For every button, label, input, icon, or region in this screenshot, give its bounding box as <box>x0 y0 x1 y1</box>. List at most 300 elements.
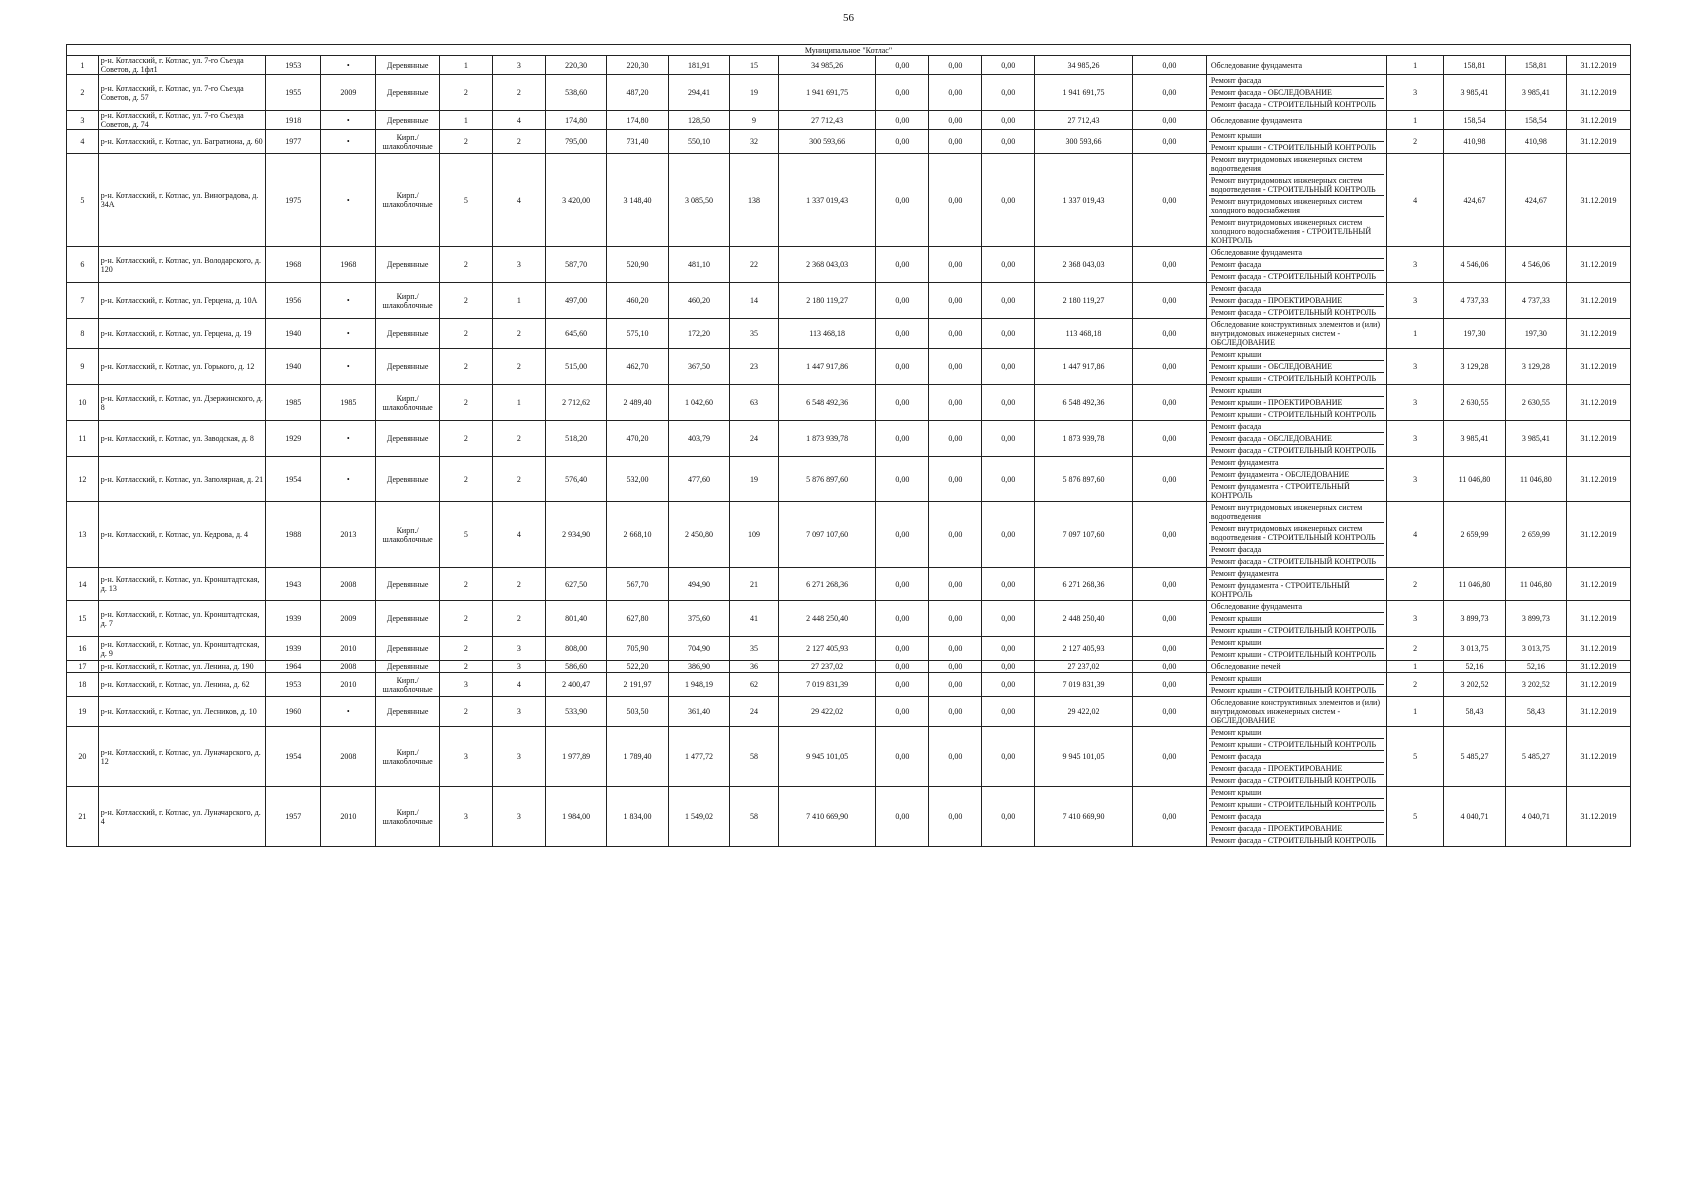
owners-funds: 34 985,26 <box>1035 56 1132 75</box>
build-year: 1918 <box>266 111 321 130</box>
build-year: 1985 <box>266 385 321 421</box>
fund-4: 0,00 <box>1132 283 1206 319</box>
unit-cost: 197,30 <box>1444 319 1505 349</box>
works-list <box>1206 568 1386 601</box>
work-item: Обследование печей <box>1210 662 1281 671</box>
works-list <box>1206 727 1386 787</box>
work-item: Ремонт фасада - ПРОЕКТИРОВАНИЕ <box>1209 763 1384 775</box>
wall-material: Кирп./шлакоблочные <box>376 385 440 421</box>
entrances-count: 2 <box>492 421 545 457</box>
wall-material: Деревянные <box>376 697 440 727</box>
unit-cost: 158,54 <box>1444 111 1505 130</box>
address: р-н. Котласский, г. Котлас, ул. Кронштадтская, д. 7 <box>98 601 265 637</box>
fund-1: 0,00 <box>876 319 929 349</box>
entrances-count: 3 <box>492 637 545 661</box>
floors-count: 2 <box>439 75 492 111</box>
table-row <box>67 349 1631 385</box>
residential-area: 294,41 <box>668 75 729 111</box>
fund-4: 0,00 <box>1132 502 1206 568</box>
row-number: 17 <box>67 661 99 673</box>
fund-1: 0,00 <box>876 111 929 130</box>
address: р-н. Котласский, г. Котлас, ул. Луначарского, д. 4 <box>98 787 265 847</box>
residential-area: 704,90 <box>668 637 729 661</box>
works-list <box>1206 787 1386 847</box>
work-item: Ремонт крыши - СТРОИТЕЛЬНЫЙ КОНТРОЛЬ <box>1210 686 1377 695</box>
deadline: 31.12.2019 <box>1567 154 1631 247</box>
fund-3: 0,00 <box>982 349 1035 385</box>
row-number: 6 <box>67 247 99 283</box>
works-count: 1 <box>1387 319 1444 349</box>
work-item: Ремонт крыши - СТРОИТЕЛЬНЫЙ КОНТРОЛЬ <box>1210 143 1377 152</box>
address: р-н. Котласский, г. Котлас, ул. Заполярная, д. 21 <box>98 457 265 502</box>
wall-material: Деревянные <box>376 111 440 130</box>
wall-material: Деревянные <box>376 319 440 349</box>
works-count: 5 <box>1387 727 1444 787</box>
unit-cost: 5 485,27 <box>1444 727 1505 787</box>
unit-cost-limit: 424,67 <box>1505 154 1566 247</box>
unit-cost-limit: 4 040,71 <box>1505 787 1566 847</box>
total-area: 645,60 <box>545 319 606 349</box>
entrances-count: 3 <box>492 661 545 673</box>
deadline: 31.12.2019 <box>1567 385 1631 421</box>
wall-material: Деревянные <box>376 349 440 385</box>
deadline: 31.12.2019 <box>1567 283 1631 319</box>
work-item: Ремонт внутридомовых инженерных систем водоотведения <box>1209 502 1384 523</box>
work-item: Ремонт крыши - СТРОИТЕЛЬНЫЙ КОНТРОЛЬ <box>1209 799 1384 811</box>
address: р-н. Котласский, г. Котлас, ул. Кронштадтская, д. 9 <box>98 637 265 661</box>
work-item: Ремонт фасада <box>1209 259 1384 271</box>
fund-1: 0,00 <box>876 385 929 421</box>
unit-cost-limit: 197,30 <box>1505 319 1566 349</box>
build-year: 1954 <box>266 457 321 502</box>
owners-funds: 1 447 917,86 <box>1035 349 1132 385</box>
table-row <box>67 319 1631 349</box>
residents-count: 21 <box>730 568 779 601</box>
fund-4: 0,00 <box>1132 349 1206 385</box>
residential-area: 375,60 <box>668 601 729 637</box>
total-cost: 1 447 917,86 <box>778 349 875 385</box>
overhaul-year: 2008 <box>321 661 376 673</box>
fund-3: 0,00 <box>982 457 1035 502</box>
overhaul-year: 2013 <box>321 502 376 568</box>
works-list <box>1206 154 1386 247</box>
total-area: 533,90 <box>545 697 606 727</box>
residents-count: 138 <box>730 154 779 247</box>
premises-area: 220,30 <box>607 56 668 75</box>
fund-3: 0,00 <box>982 787 1035 847</box>
unit-cost-limit: 4 546,06 <box>1505 247 1566 283</box>
work-item: Ремонт внутридомовых инженерных систем водоотведения - СТРОИТЕЛЬНЫЙ КОНТРОЛЬ <box>1209 175 1384 196</box>
table-row <box>67 385 1631 421</box>
table-row <box>67 697 1631 727</box>
work-item: Обследование конструктивных элементов и (или) внутридомовых инженерных систем - ОБСЛЕДОВАНИЕ <box>1210 320 1380 347</box>
residents-count: 35 <box>730 319 779 349</box>
wall-material: Кирп./шлакоблочные <box>376 283 440 319</box>
works-list <box>1206 75 1386 111</box>
unit-cost-limit: 52,16 <box>1505 661 1566 673</box>
fund-1: 0,00 <box>876 697 929 727</box>
entrances-count: 4 <box>492 154 545 247</box>
works-list <box>1206 319 1386 349</box>
total-cost: 7 097 107,60 <box>778 502 875 568</box>
work-item: Ремонт фасада <box>1209 751 1384 763</box>
build-year: 1968 <box>266 247 321 283</box>
work-item: Обследование фундамента <box>1210 115 1303 125</box>
works-count: 1 <box>1387 697 1444 727</box>
residents-count: 36 <box>730 661 779 673</box>
owners-funds: 1 337 019,43 <box>1035 154 1132 247</box>
fund-4: 0,00 <box>1132 568 1206 601</box>
fund-4: 0,00 <box>1132 637 1206 661</box>
entrances-count: 2 <box>492 130 545 154</box>
work-item: Ремонт фундамента - СТРОИТЕЛЬНЫЙ КОНТРОЛЬ <box>1210 581 1350 599</box>
build-year: 1929 <box>266 421 321 457</box>
total-cost: 6 271 268,36 <box>778 568 875 601</box>
work-item: Ремонт фасада - СТРОИТЕЛЬНЫЙ КОНТРОЛЬ <box>1210 557 1376 566</box>
works-count: 3 <box>1387 283 1444 319</box>
overhaul-year: • <box>321 130 376 154</box>
table-row <box>67 601 1631 637</box>
entrances-count: 2 <box>492 319 545 349</box>
deadline: 31.12.2019 <box>1567 75 1631 111</box>
deadline: 31.12.2019 <box>1567 568 1631 601</box>
fund-1: 0,00 <box>876 457 929 502</box>
entrances-count: 3 <box>492 56 545 75</box>
work-item: Ремонт фасада - СТРОИТЕЛЬНЫЙ КОНТРОЛЬ <box>1210 446 1376 455</box>
residential-area: 172,20 <box>668 319 729 349</box>
table-row <box>67 661 1631 673</box>
fund-3: 0,00 <box>982 421 1035 457</box>
fund-4: 0,00 <box>1132 247 1206 283</box>
works-list <box>1206 502 1386 568</box>
table-row <box>67 247 1631 283</box>
fund-2: 0,00 <box>929 787 982 847</box>
work-item: Ремонт крыши <box>1209 787 1384 799</box>
wall-material: Деревянные <box>376 421 440 457</box>
work-item: Ремонт внутридомовых инженерных систем водоотведения <box>1209 154 1384 175</box>
fund-2: 0,00 <box>929 385 982 421</box>
total-area: 518,20 <box>545 421 606 457</box>
unit-cost-limit: 3 013,75 <box>1505 637 1566 661</box>
residential-area: 481,10 <box>668 247 729 283</box>
address: р-н. Котласский, г. Котлас, ул. Ленина, д. 62 <box>98 673 265 697</box>
wall-material: Кирп./шлакоблочные <box>376 727 440 787</box>
row-number: 2 <box>67 75 99 111</box>
total-cost: 6 548 492,36 <box>778 385 875 421</box>
overhaul-year: • <box>321 283 376 319</box>
premises-area: 705,90 <box>607 637 668 661</box>
works-list <box>1206 457 1386 502</box>
fund-2: 0,00 <box>929 319 982 349</box>
fund-1: 0,00 <box>876 349 929 385</box>
address: р-н. Котласский, г. Котлас, ул. Герцена, д. 19 <box>98 319 265 349</box>
build-year: 1977 <box>266 130 321 154</box>
unit-cost: 3 129,28 <box>1444 349 1505 385</box>
overhaul-year: 2010 <box>321 637 376 661</box>
fund-2: 0,00 <box>929 421 982 457</box>
total-cost: 7 019 831,39 <box>778 673 875 697</box>
fund-1: 0,00 <box>876 421 929 457</box>
address: р-н. Котласский, г. Котлас, ул. Кедрова, д. 4 <box>98 502 265 568</box>
overhaul-year: 1968 <box>321 247 376 283</box>
fund-1: 0,00 <box>876 601 929 637</box>
fund-1: 0,00 <box>876 130 929 154</box>
work-item: Ремонт крыши - СТРОИТЕЛЬНЫЙ КОНТРОЛЬ <box>1209 739 1384 751</box>
residential-area: 361,40 <box>668 697 729 727</box>
fund-3: 0,00 <box>982 601 1035 637</box>
build-year: 1939 <box>266 601 321 637</box>
deadline: 31.12.2019 <box>1567 601 1631 637</box>
residents-count: 35 <box>730 637 779 661</box>
build-year: 1975 <box>266 154 321 247</box>
deadline: 31.12.2019 <box>1567 637 1631 661</box>
fund-2: 0,00 <box>929 111 982 130</box>
overhaul-year: 1985 <box>321 385 376 421</box>
deadline: 31.12.2019 <box>1567 130 1631 154</box>
build-year: 1953 <box>266 56 321 75</box>
fund-4: 0,00 <box>1132 457 1206 502</box>
deadline: 31.12.2019 <box>1567 111 1631 130</box>
unit-cost: 52,16 <box>1444 661 1505 673</box>
fund-3: 0,00 <box>982 75 1035 111</box>
address: р-н. Котласский, г. Котлас, ул. 7-го Съезда Советов, д. 57 <box>98 75 265 111</box>
fund-2: 0,00 <box>929 75 982 111</box>
unit-cost: 158,81 <box>1444 56 1505 75</box>
fund-2: 0,00 <box>929 154 982 247</box>
work-item: Ремонт фасада - СТРОИТЕЛЬНЫЙ КОНТРОЛЬ <box>1210 836 1376 845</box>
fund-4: 0,00 <box>1132 697 1206 727</box>
total-cost: 1 337 019,43 <box>778 154 875 247</box>
total-area: 538,60 <box>545 75 606 111</box>
works-count: 2 <box>1387 637 1444 661</box>
owners-funds: 300 593,66 <box>1035 130 1132 154</box>
entrances-count: 2 <box>492 568 545 601</box>
residents-count: 14 <box>730 283 779 319</box>
work-item: Ремонт фасада <box>1209 544 1384 556</box>
fund-3: 0,00 <box>982 727 1035 787</box>
fund-2: 0,00 <box>929 697 982 727</box>
floors-count: 5 <box>439 154 492 247</box>
fund-2: 0,00 <box>929 637 982 661</box>
deadline: 31.12.2019 <box>1567 247 1631 283</box>
fund-2: 0,00 <box>929 457 982 502</box>
unit-cost-limit: 3 202,52 <box>1505 673 1566 697</box>
premises-area: 503,50 <box>607 697 668 727</box>
work-item: Ремонт фасада - ОБСЛЕДОВАНИЕ <box>1209 87 1384 99</box>
entrances-count: 4 <box>492 673 545 697</box>
works-count: 3 <box>1387 385 1444 421</box>
total-cost: 1 941 691,75 <box>778 75 875 111</box>
total-cost: 27 712,43 <box>778 111 875 130</box>
fund-3: 0,00 <box>982 385 1035 421</box>
owners-funds: 7 097 107,60 <box>1035 502 1132 568</box>
floors-count: 2 <box>439 130 492 154</box>
fund-1: 0,00 <box>876 283 929 319</box>
entrances-count: 1 <box>492 283 545 319</box>
total-area: 795,00 <box>545 130 606 154</box>
unit-cost-limit: 410,98 <box>1505 130 1566 154</box>
unit-cost: 3 013,75 <box>1444 637 1505 661</box>
floors-count: 2 <box>439 601 492 637</box>
residents-count: 58 <box>730 727 779 787</box>
total-cost: 2 180 119,27 <box>778 283 875 319</box>
fund-4: 0,00 <box>1132 56 1206 75</box>
works-list <box>1206 601 1386 637</box>
build-year: 1956 <box>266 283 321 319</box>
floors-count: 1 <box>439 111 492 130</box>
fund-4: 0,00 <box>1132 111 1206 130</box>
work-item: Ремонт внутридомовых инженерных систем водоотведения - СТРОИТЕЛЬНЫЙ КОНТРОЛЬ <box>1209 523 1384 544</box>
row-number: 10 <box>67 385 99 421</box>
total-cost: 29 422,02 <box>778 697 875 727</box>
residents-count: 109 <box>730 502 779 568</box>
residential-area: 1 042,60 <box>668 385 729 421</box>
build-year: 1940 <box>266 319 321 349</box>
address: р-н. Котласский, г. Котлас, ул. 7-го Съезда Советов, д. 1фл1 <box>98 56 265 75</box>
deadline: 31.12.2019 <box>1567 661 1631 673</box>
fund-4: 0,00 <box>1132 385 1206 421</box>
fund-3: 0,00 <box>982 154 1035 247</box>
row-number: 12 <box>67 457 99 502</box>
address: р-н. Котласский, г. Котлас, ул. Ленина, д. 190 <box>98 661 265 673</box>
build-year: 1960 <box>266 697 321 727</box>
works-count: 1 <box>1387 56 1444 75</box>
total-area: 627,50 <box>545 568 606 601</box>
floors-count: 2 <box>439 421 492 457</box>
works-list <box>1206 130 1386 154</box>
residents-count: 58 <box>730 787 779 847</box>
floors-count: 2 <box>439 457 492 502</box>
total-cost: 2 127 405,93 <box>778 637 875 661</box>
entrances-count: 3 <box>492 247 545 283</box>
row-number: 19 <box>67 697 99 727</box>
fund-4: 0,00 <box>1132 154 1206 247</box>
total-cost: 2 368 043,03 <box>778 247 875 283</box>
fund-4: 0,00 <box>1132 130 1206 154</box>
fund-1: 0,00 <box>876 637 929 661</box>
total-area: 808,00 <box>545 637 606 661</box>
total-area: 576,40 <box>545 457 606 502</box>
work-item: Ремонт фасада - СТРОИТЕЛЬНЫЙ КОНТРОЛЬ <box>1210 776 1376 785</box>
residents-count: 15 <box>730 56 779 75</box>
entrances-count: 3 <box>492 787 545 847</box>
premises-area: 487,20 <box>607 75 668 111</box>
residents-count: 23 <box>730 349 779 385</box>
table-row <box>67 787 1631 847</box>
overhaul-year: • <box>321 154 376 247</box>
fund-3: 0,00 <box>982 697 1035 727</box>
fund-3: 0,00 <box>982 111 1035 130</box>
residents-count: 9 <box>730 111 779 130</box>
entrances-count: 2 <box>492 75 545 111</box>
floors-count: 3 <box>439 727 492 787</box>
unit-cost: 2 659,99 <box>1444 502 1505 568</box>
overhaul-year: 2008 <box>321 568 376 601</box>
works-count: 3 <box>1387 601 1444 637</box>
residents-count: 62 <box>730 673 779 697</box>
entrances-count: 2 <box>492 601 545 637</box>
works-list <box>1206 673 1386 697</box>
wall-material: Деревянные <box>376 247 440 283</box>
residential-area: 403,79 <box>668 421 729 457</box>
overhaul-year: • <box>321 697 376 727</box>
overhaul-year: • <box>321 457 376 502</box>
row-number: 7 <box>67 283 99 319</box>
works-count: 5 <box>1387 787 1444 847</box>
works-count: 3 <box>1387 75 1444 111</box>
floors-count: 2 <box>439 697 492 727</box>
work-item: Ремонт фасада <box>1209 421 1384 433</box>
floors-count: 2 <box>439 319 492 349</box>
floors-count: 2 <box>439 568 492 601</box>
owners-funds: 7 019 831,39 <box>1035 673 1132 697</box>
work-item: Ремонт крыши <box>1209 637 1384 649</box>
wall-material: Деревянные <box>376 661 440 673</box>
total-cost: 300 593,66 <box>778 130 875 154</box>
fund-4: 0,00 <box>1132 673 1206 697</box>
deadline: 31.12.2019 <box>1567 319 1631 349</box>
wall-material: Деревянные <box>376 568 440 601</box>
deadline: 31.12.2019 <box>1567 787 1631 847</box>
total-area: 3 420,00 <box>545 154 606 247</box>
work-item: Ремонт фасада - СТРОИТЕЛЬНЫЙ КОНТРОЛЬ <box>1210 100 1376 109</box>
total-cost: 1 873 939,78 <box>778 421 875 457</box>
residents-count: 63 <box>730 385 779 421</box>
premises-area: 174,80 <box>607 111 668 130</box>
overhaul-year: 2009 <box>321 75 376 111</box>
address: р-н. Котласский, г. Котлас, ул. Герцена, д. 10А <box>98 283 265 319</box>
deadline: 31.12.2019 <box>1567 697 1631 727</box>
owners-funds: 2 127 405,93 <box>1035 637 1132 661</box>
deadline: 31.12.2019 <box>1567 673 1631 697</box>
row-number: 15 <box>67 601 99 637</box>
build-year: 1953 <box>266 673 321 697</box>
residential-area: 1 549,02 <box>668 787 729 847</box>
table-row <box>67 421 1631 457</box>
entrances-count: 2 <box>492 349 545 385</box>
build-year: 1954 <box>266 727 321 787</box>
works-list <box>1206 385 1386 421</box>
overhaul-year: 2010 <box>321 673 376 697</box>
fund-1: 0,00 <box>876 787 929 847</box>
address: р-н. Котласский, г. Котлас, ул. Луначарского, д. 12 <box>98 727 265 787</box>
deadline: 31.12.2019 <box>1567 349 1631 385</box>
row-number: 21 <box>67 787 99 847</box>
work-item: Ремонт крыши <box>1209 385 1384 397</box>
total-cost: 113 468,18 <box>778 319 875 349</box>
residents-count: 22 <box>730 247 779 283</box>
floors-count: 2 <box>439 349 492 385</box>
total-cost: 7 410 669,90 <box>778 787 875 847</box>
residential-area: 128,50 <box>668 111 729 130</box>
row-number: 18 <box>67 673 99 697</box>
fund-1: 0,00 <box>876 75 929 111</box>
fund-2: 0,00 <box>929 56 982 75</box>
residential-area: 1 948,19 <box>668 673 729 697</box>
works-list <box>1206 283 1386 319</box>
row-number: 1 <box>67 56 99 75</box>
table-row <box>67 154 1631 247</box>
unit-cost: 3 202,52 <box>1444 673 1505 697</box>
works-list <box>1206 637 1386 661</box>
work-item: Обследование фундамента <box>1209 601 1384 613</box>
fund-1: 0,00 <box>876 568 929 601</box>
floors-count: 2 <box>439 283 492 319</box>
work-item: Ремонт крыши <box>1209 349 1384 361</box>
owners-funds: 5 876 897,60 <box>1035 457 1132 502</box>
work-item: Обследование конструктивных элементов и (или) внутридомовых инженерных систем - ОБСЛЕДОВАНИЕ <box>1210 698 1380 725</box>
residential-area: 550,10 <box>668 130 729 154</box>
